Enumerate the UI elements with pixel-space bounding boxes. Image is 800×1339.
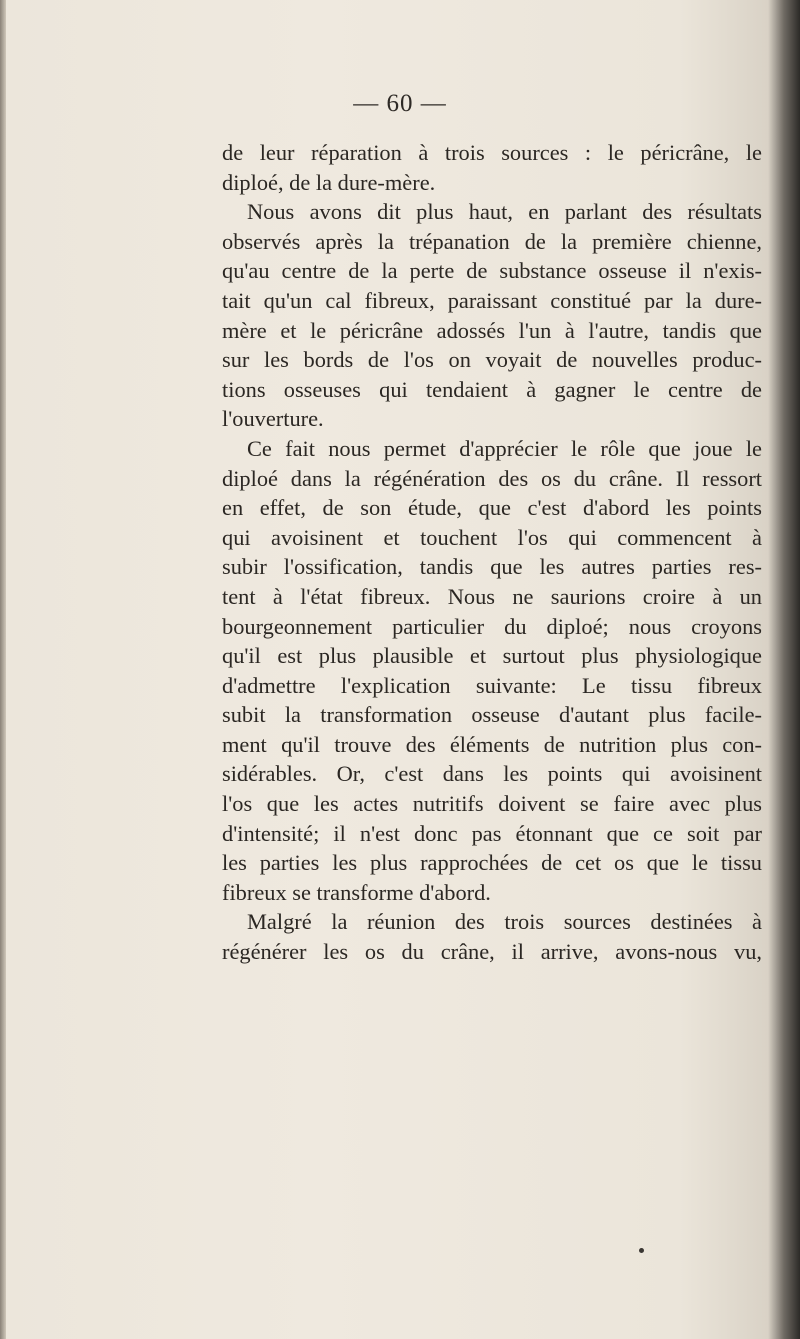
text-line: d'intensité; il n'est donc pas étonnant que ce soit par (222, 820, 762, 846)
text-line: diploé, de la dure-mère. (222, 169, 436, 195)
text-line: Malgré la réunion des trois sources destinées à (247, 909, 762, 935)
text-line: Nous avons dit plus haut, en parlant des résultats (247, 199, 762, 225)
text-line: diploé dans la régénération des os du crâne. Il ressort (222, 465, 762, 491)
page-binding-edge (0, 0, 6, 1339)
text-line: qu'au centre de la perte de substance osseuse il n'exis- (222, 258, 762, 284)
text-line: tions osseuses qui tendaient à gagner le centre de (222, 376, 762, 402)
text-line: subit la transformation osseuse d'autant plus facile- (222, 702, 762, 728)
text-line: les parties les plus rapprochées de cet os que le tissu (222, 850, 762, 876)
text-line: tait qu'un cal fibreux, paraissant constitué par la dure- (222, 287, 762, 313)
text-line: ment qu'il trouve des éléments de nutrition plus con- (222, 731, 762, 757)
text-line: bourgeonnement particulier du diploé; nous croyons (222, 613, 762, 639)
text-line: sur les bords de l'os on voyait de nouvelles produc- (222, 347, 762, 373)
page-number: — 60 — (353, 90, 447, 117)
text-line: qui avoisinent et touchent l'os qui commencent à (222, 524, 762, 550)
text-line: d'admettre l'explication suivante: Le tissu fibreux (222, 672, 762, 698)
text-line: mère et le péricrâne adossés l'un à l'autre, tandis que (222, 317, 762, 343)
text-line: régénérer les os du crâne, il arrive, avons-nous vu, (222, 939, 762, 965)
text-line: subir l'ossification, tandis que les autres parties res- (222, 554, 762, 580)
body-text (222, 138, 762, 967)
text-line: sidérables. Or, c'est dans les points qui avoisinent (222, 761, 762, 787)
text-line: qu'il est plus plausible et surtout plus physiologique (222, 643, 762, 669)
text-line: observés après la trépanation de la première chienne, (222, 228, 762, 254)
text-line: fibreux se transforme d'abord. (222, 879, 491, 905)
text-line: de leur réparation à trois sources : le péricrâne, le (222, 140, 762, 165)
text-line: l'ouverture. (222, 406, 324, 432)
ink-spot (639, 1248, 644, 1253)
text-line: l'os que les actes nutritifs doivent se faire avec plus (222, 791, 762, 817)
text-line: tent à l'état fibreux. Nous ne saurions croire à un (222, 583, 762, 609)
text-line: en effet, de son étude, que c'est d'abord les points (222, 495, 762, 521)
text-line: Ce fait nous permet d'apprécier le rôle que joue le (247, 435, 762, 461)
